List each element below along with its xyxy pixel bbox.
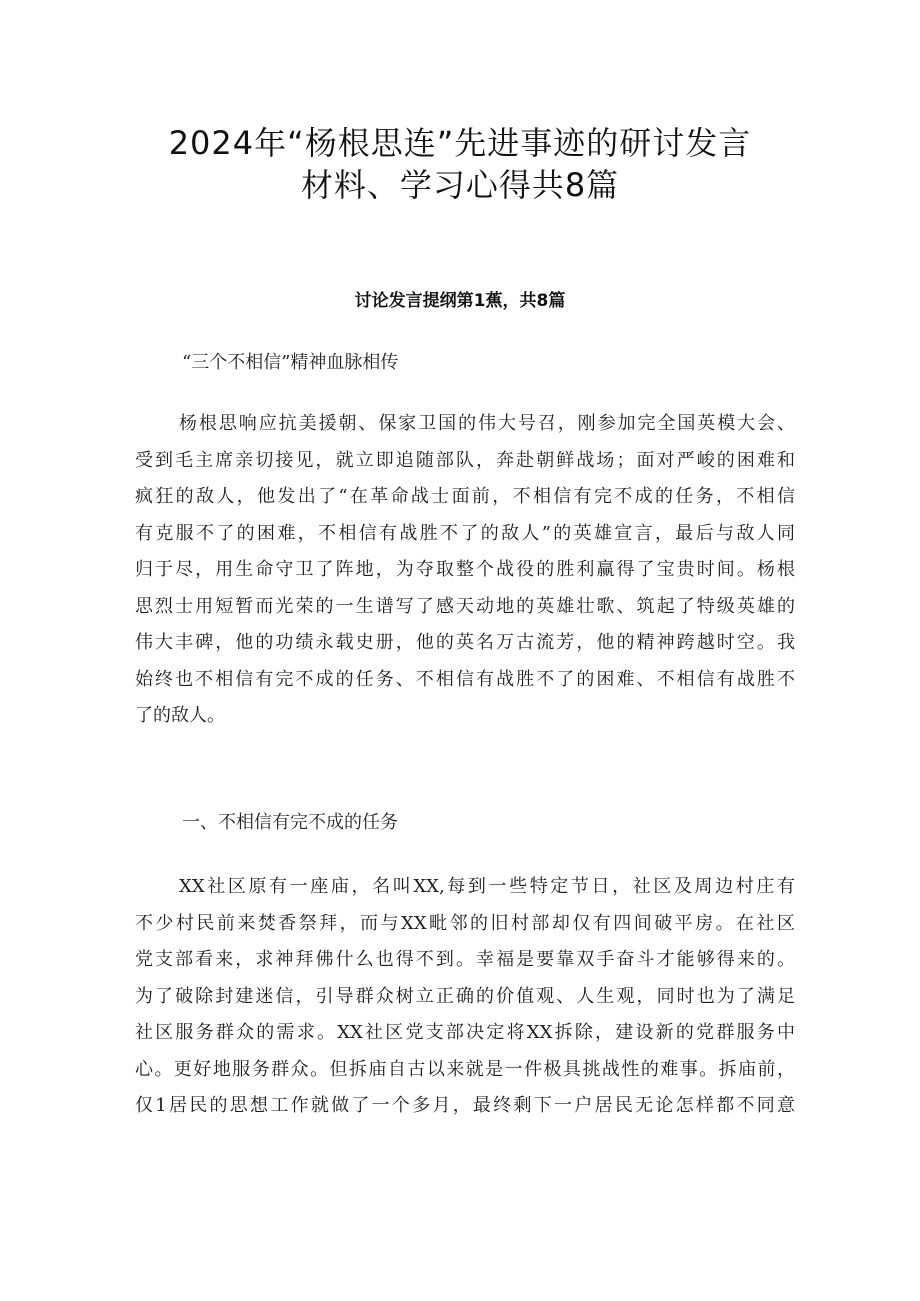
paragraph-line: 疯狂的敌人，他发出了“在革命战士面前，不相信有完不成的任务，不相信 — [135, 486, 795, 507]
paragraph-community-temple — [135, 869, 795, 1125]
paragraph-line: 为了破除封建迷信，引导群众树立正确的价值观、人生观，同时也为了满足 — [135, 985, 795, 1007]
paragraph-line: 归于尽，用生命守卫了阵地，为夺取整个战役的胜利赢得了宝贵时间。杨根 — [135, 559, 795, 580]
paragraph-line: 有克服不了的困难，不相信有战胜不了的敌人”的英雄宣言，最后与敌人同 — [135, 522, 795, 544]
paragraph-line: 杨根思响应抗美援朝、保家卫国的伟大号召，刚参加完全国英模大会、 — [179, 413, 795, 434]
paragraph-line: 心。更好地服务群众。但拆庙自古以来就是一件极具挑战性的难事。拆庙前， — [135, 1058, 795, 1080]
subheading-section-one: 一、不相信有完不成的任务 — [182, 812, 398, 833]
paragraph-line: 伟大丰碑，他的功绩永载史册，他的英名万古流芳，他的精神跨越时空。我 — [135, 632, 795, 653]
paragraph-line: 不少村民前来焚香祭拜，而与XX毗邻的旧村部却仅有四间破平房。在社区 — [135, 912, 795, 934]
paragraph-line: 思烈士用短暂而光荣的一生谱写了感天动地的英雄壮歌、筑起了特级英雄的 — [135, 595, 795, 617]
paragraph-line: 党支部看来，求神拜佛什么也得不到。幸福是要靠双手奋斗才能够得来的。 — [135, 949, 795, 970]
paragraph-line: 受到毛主席亲切接见，就立即追随部队，奔赴朝鲜战场；面对严峻的困难和 — [135, 449, 795, 471]
document-title-line-1: 2024年“杨根思连”先进事迹的研讨发言 — [168, 124, 752, 162]
paragraph-line: 了的敌人。 — [135, 705, 225, 726]
subheading-three-beliefs: “三个不相信”精神血脉相传 — [182, 352, 399, 373]
paragraph-line: 社区服务群众的需求。XX社区党支部决定将XX拆除，建设新的党群服务中 — [135, 1022, 795, 1043]
document-title-line-2: 材料、学习心得共8篇 — [300, 166, 620, 204]
section-heading: 讨论发言提纲第1蕉，共8篇 — [354, 291, 566, 311]
paragraph-line: 始终也不相信有完不成的任务、不相信有战胜不了的困难、不相信有战胜不 — [135, 668, 795, 690]
paragraph-line: 仅1居民的思想工作就做了一个多月，最终剩下一户居民无论怎样都不同意 — [135, 1095, 795, 1116]
paragraph-line: XX社区原有一座庙，名叫XX,每到一些特定节日，社区及周边村庄有 — [179, 876, 795, 897]
paragraph-yang-gensi — [135, 406, 795, 735]
